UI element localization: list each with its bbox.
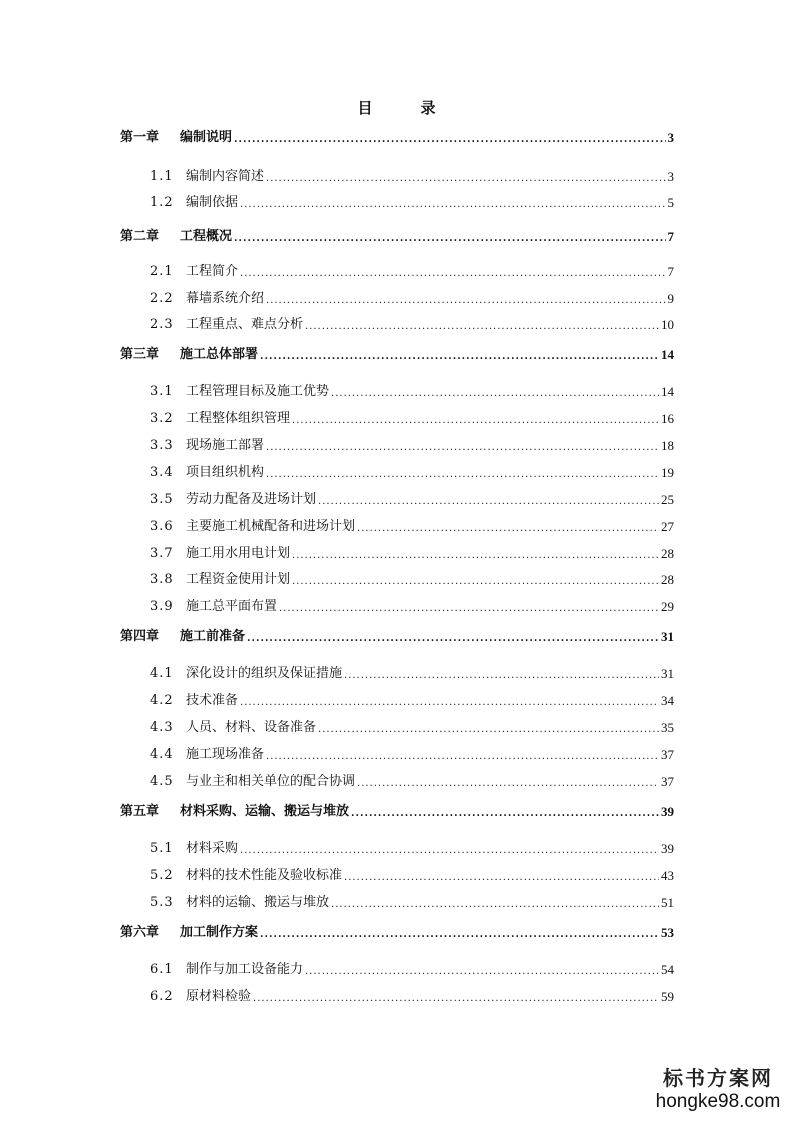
toc-page-number: 51 (661, 895, 674, 910)
toc-chapter-entry[interactable] (120, 922, 674, 942)
toc-dot-leader (240, 198, 665, 212)
watermark-site-name: 标书方案网 (663, 1066, 773, 1090)
toc-dot-leader (266, 172, 665, 186)
toc-section-entry[interactable] (150, 516, 674, 536)
toc-dot-leader (234, 232, 665, 246)
toc-page-number: 53 (661, 925, 674, 940)
toc-page-number: 43 (661, 868, 674, 883)
toc-chapter-entry[interactable] (120, 226, 674, 246)
toc-entry-number: 第三章 (120, 347, 160, 362)
toc-entry-title: 编制内容简述 (186, 169, 265, 184)
toc-entry-number: 3.6 (150, 519, 174, 534)
toc-entry-number: 4.1 (150, 666, 174, 681)
toc-entry-title: 材料的运输、搬运与堆放 (186, 895, 330, 910)
toc-entry-number: 第四章 (120, 629, 160, 644)
toc-entry-title: 加工制作方案 (180, 925, 259, 940)
toc-dot-leader (357, 777, 659, 791)
toc-section-entry[interactable] (150, 166, 674, 186)
toc-page-number: 25 (661, 492, 674, 507)
toc-page-number: 9 (667, 291, 674, 306)
toc-entry-title: 工程简介 (186, 264, 239, 279)
toc-section-entry[interactable] (150, 314, 674, 334)
toc-entry-number: 1.2 (150, 195, 174, 210)
toc-dot-leader (331, 898, 659, 912)
toc-entry-title: 材料采购、运输、搬运与堆放 (180, 804, 350, 819)
toc-dot-leader (266, 750, 659, 764)
toc-dot-leader (240, 844, 659, 858)
title-char-left: 目 (357, 99, 373, 117)
toc-entry-number: 2.2 (150, 291, 174, 306)
toc-dot-leader (318, 495, 659, 509)
toc-dot-leader (240, 696, 659, 710)
toc-page-number: 7 (667, 229, 674, 244)
title-char-right: 录 (420, 99, 436, 117)
toc-entry-title: 幕墙系统介绍 (186, 291, 265, 306)
toc-page-number: 14 (661, 384, 674, 399)
toc-entry-title: 制作与加工设备能力 (186, 962, 304, 977)
toc-entry-number: 3.5 (150, 492, 174, 507)
toc-dot-leader (344, 871, 659, 885)
toc-entry-number: 2.1 (150, 264, 174, 279)
toc-entry-title: 项目组织机构 (186, 465, 265, 480)
toc-dot-leader (292, 414, 659, 428)
toc-section-entry[interactable] (150, 986, 674, 1006)
toc-entry-title: 人员、材料、设备准备 (186, 720, 317, 735)
toc-entry-title: 材料的技术性能及验收标准 (186, 868, 343, 883)
toc-entry-title: 材料采购 (186, 841, 239, 856)
toc-entry-title: 工程重点、难点分析 (186, 317, 304, 332)
toc-entry-number: 第六章 (120, 925, 160, 940)
toc-section-entry[interactable] (150, 717, 674, 737)
toc-section-entry[interactable] (150, 261, 674, 281)
toc-entry-number: 4.4 (150, 747, 174, 762)
toc-entry-title: 施工现场准备 (186, 747, 265, 762)
toc-entry-title: 原材料检验 (186, 989, 252, 1004)
toc-dot-leader (351, 807, 659, 821)
toc-entry-number: 4.3 (150, 720, 174, 735)
toc-section-entry[interactable] (150, 892, 674, 912)
toc-entry-number: 3.8 (150, 572, 174, 587)
toc-dot-leader (266, 294, 665, 308)
toc-entry-title: 工程管理目标及施工优势 (186, 384, 330, 399)
toc-dot-leader (357, 522, 659, 536)
toc-section-entry[interactable] (150, 288, 674, 308)
toc-entry-number: 5.1 (150, 841, 174, 856)
toc-section-entry[interactable] (150, 569, 674, 589)
toc-chapter-entry[interactable] (120, 626, 674, 646)
toc-chapter-entry[interactable] (120, 344, 674, 364)
toc-dot-leader (318, 723, 659, 737)
toc-section-entry[interactable] (150, 744, 674, 764)
toc-page-number: 54 (661, 962, 674, 977)
toc-dot-leader (292, 549, 659, 563)
toc-entry-title: 工程概况 (180, 229, 233, 244)
toc-page-number: 3 (667, 130, 674, 145)
toc-dot-leader (292, 575, 659, 589)
toc-page-number: 39 (661, 841, 674, 856)
toc-entry-title: 施工用水用电计划 (186, 546, 291, 561)
toc-section-entry[interactable] (150, 865, 674, 885)
toc-page-number: 16 (661, 411, 674, 426)
toc-page-number: 34 (661, 693, 674, 708)
toc-page-number: 31 (661, 629, 674, 644)
toc-entry-title: 劳动力配备及进场计划 (186, 492, 317, 507)
toc-page-number: 7 (667, 264, 674, 279)
toc-entry-title: 施工前准备 (180, 629, 246, 644)
toc-page-number: 59 (661, 989, 674, 1004)
toc-entry-number: 4.5 (150, 774, 174, 789)
toc-entry-number: 3.1 (150, 384, 174, 399)
toc-dot-leader (305, 965, 659, 979)
toc-page-number: 10 (661, 317, 674, 332)
toc-entry-number: 4.2 (150, 693, 174, 708)
toc-page-number: 28 (661, 572, 674, 587)
toc-entry-number: 3.7 (150, 546, 174, 561)
toc-dot-leader (331, 387, 659, 401)
toc-page-number: 35 (661, 720, 674, 735)
toc-page-number: 5 (667, 195, 674, 210)
toc-entry-title: 工程整体组织管理 (186, 411, 291, 426)
toc-entry-title: 工程资金使用计划 (186, 572, 291, 587)
toc-page-number: 28 (661, 546, 674, 561)
toc-entry-title: 编制说明 (180, 130, 233, 145)
toc-entry-title: 深化设计的组织及保证措施 (186, 666, 343, 681)
toc-section-entry[interactable] (150, 838, 674, 858)
toc-dot-leader (247, 632, 659, 646)
toc-page-number: 29 (661, 599, 674, 614)
toc-dot-leader (240, 267, 665, 281)
toc-section-entry[interactable] (150, 959, 674, 979)
toc-dot-leader (344, 669, 659, 683)
toc-dot-leader (279, 602, 659, 616)
toc-section-entry[interactable] (150, 489, 674, 509)
toc-entry-number: 第二章 (120, 229, 160, 244)
toc-entry-number: 2.3 (150, 317, 174, 332)
toc-entry-title: 技术准备 (186, 693, 239, 708)
toc-section-entry[interactable] (150, 462, 674, 482)
toc-dot-leader (260, 350, 659, 364)
toc-entry-number: 5.3 (150, 895, 174, 910)
toc-entry-number: 3.3 (150, 438, 174, 453)
toc-dot-leader (266, 468, 659, 482)
toc-page-number: 3 (667, 169, 674, 184)
toc-page-number: 27 (661, 519, 674, 534)
toc-entry-number: 第一章 (120, 130, 160, 145)
toc-section-entry[interactable] (150, 543, 674, 563)
toc-dot-leader (266, 441, 659, 455)
toc-entry-number: 6.2 (150, 989, 174, 1004)
toc-entry-number: 1.1 (150, 169, 174, 184)
toc-page-number: 18 (661, 438, 674, 453)
toc-dot-leader (305, 320, 659, 334)
toc-entry-number: 5.2 (150, 868, 174, 883)
toc-section-entry[interactable] (150, 771, 674, 791)
toc-page-number: 14 (661, 347, 674, 362)
toc-entry-number: 3.4 (150, 465, 174, 480)
toc-entry-number: 3.2 (150, 411, 174, 426)
toc-chapter-entry[interactable] (120, 801, 674, 821)
toc-page-number: 31 (661, 666, 674, 681)
toc-section-entry[interactable] (150, 192, 674, 212)
toc-entry-number: 第五章 (120, 804, 160, 819)
toc-entry-title: 与业主和相关单位的配合协调 (186, 774, 356, 789)
toc-title (0, 97, 793, 118)
watermark (648, 1066, 788, 1114)
toc-entry-title: 施工总平面布置 (186, 599, 278, 614)
watermark-url: hongke98.com (655, 1091, 781, 1112)
toc-page-number: 19 (661, 465, 674, 480)
toc-section-entry[interactable] (150, 381, 674, 401)
toc-section-entry[interactable] (150, 408, 674, 428)
toc-entry-number: 3.9 (150, 599, 174, 614)
toc-dot-leader (253, 992, 659, 1006)
toc-section-entry[interactable] (150, 596, 674, 616)
toc-entry-title: 编制依据 (186, 195, 239, 210)
toc-chapter-entry[interactable] (120, 127, 674, 147)
toc-page-number: 39 (661, 804, 674, 819)
toc-entry-title: 施工总体部署 (180, 347, 259, 362)
toc-section-entry[interactable] (150, 435, 674, 455)
toc-dot-leader (260, 928, 659, 942)
toc-page-number: 37 (661, 774, 674, 789)
toc-entry-number: 6.1 (150, 962, 174, 977)
toc-page-number: 37 (661, 747, 674, 762)
toc-entry-title: 主要施工机械配备和进场计划 (186, 519, 356, 534)
toc-dot-leader (234, 133, 665, 147)
toc-section-entry[interactable] (150, 663, 674, 683)
toc-section-entry[interactable] (150, 690, 674, 710)
toc-entry-title: 现场施工部署 (186, 438, 265, 453)
